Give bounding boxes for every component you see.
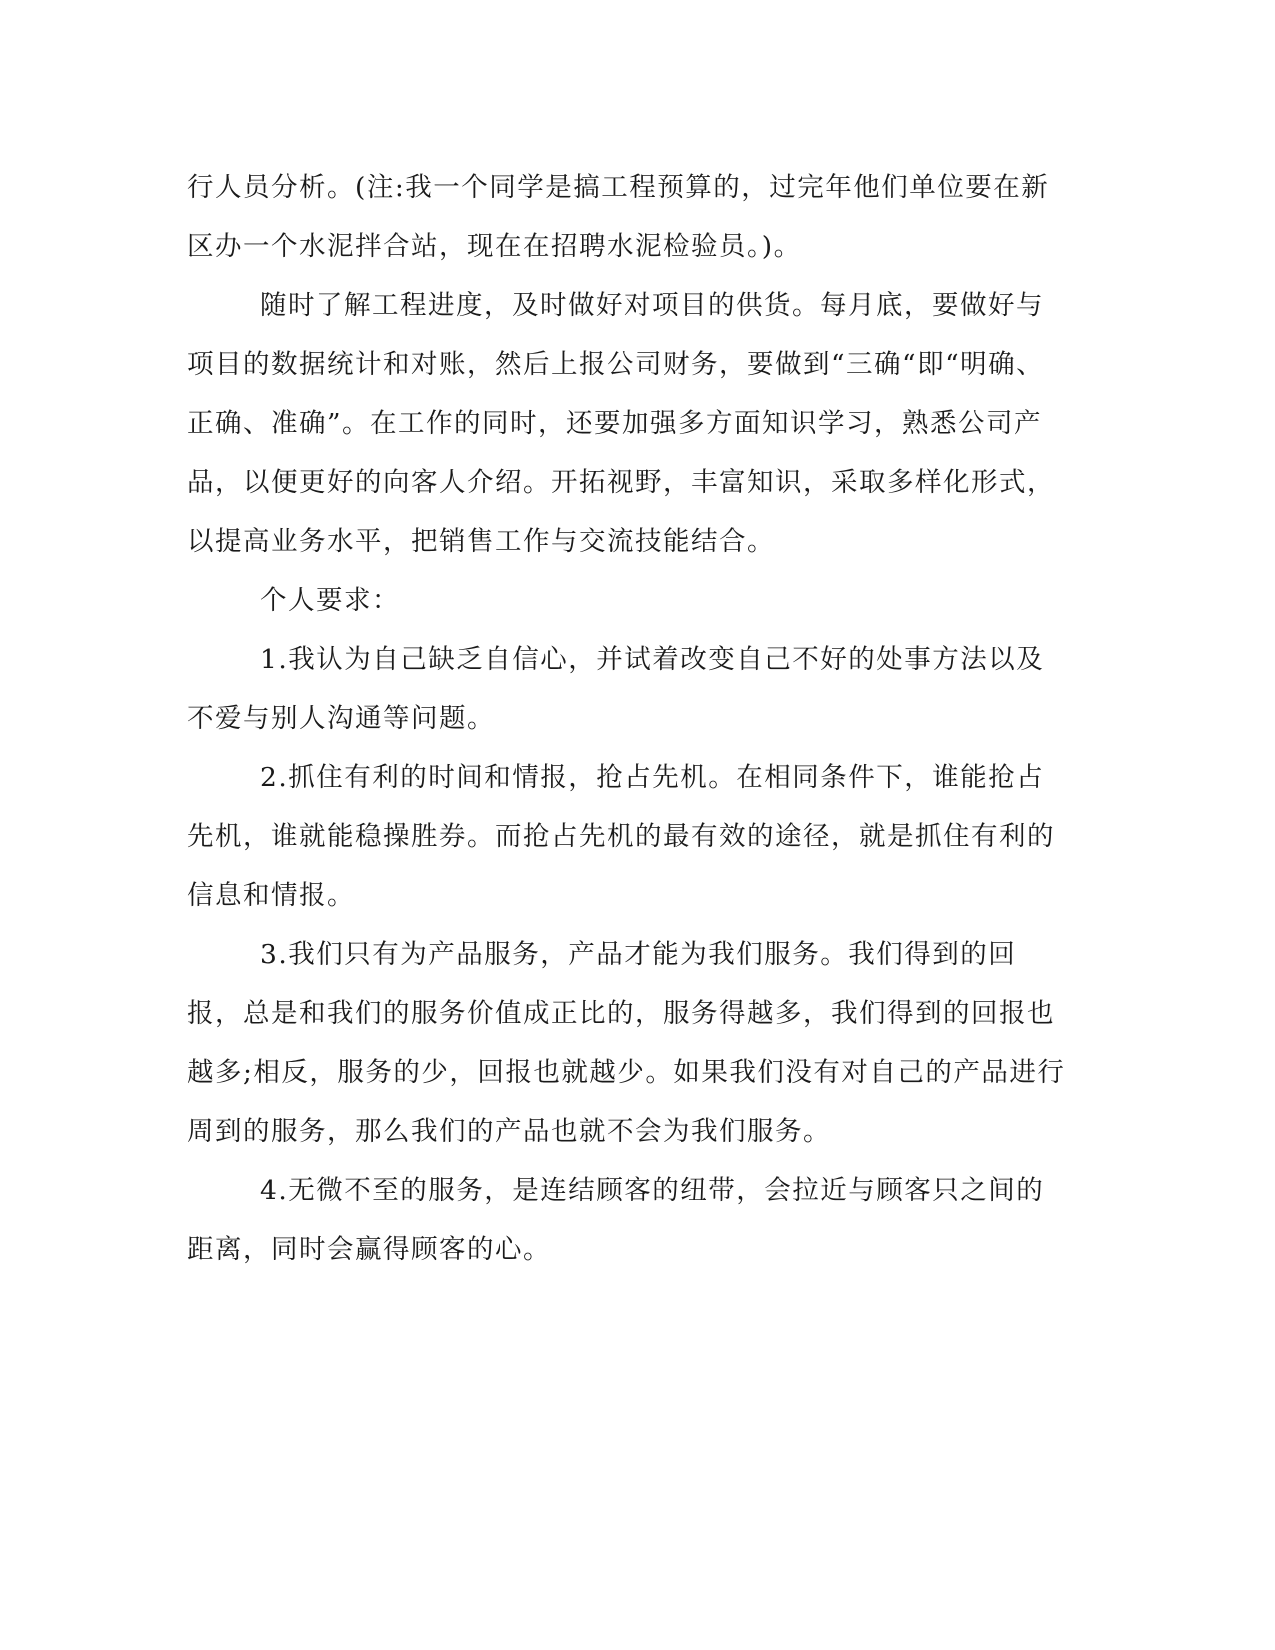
list-item-2: 2.抓住有利的时间和情报，抢占先机。在相同条件下，谁能抢占先机，谁就能稳操胜券。而抢占先机的最有效的途径，就是抓住有利的信息和情报。 [187,762,1055,911]
paragraph-work-plan: 随时了解工程进度，及时做好对项目的供货。每月底，要做好与项目的数据统计和对账，然后上报公司财务，要做到“三确“即“明确、正确、准确”。在工作的同时，还要加强多方面知识学习，熟悉公司产品，以便更好的向客人介绍。开拓视野，丰富知识，采取多样化形式，以提高业务水平，把销售工作与交流技能结合。 [187,290,1055,557]
list-item-4: 4.无微不至的服务，是连结顾客的纽带，会拉近与顾客只之间的距离，同时会赢得顾客的心。 [187,1175,1045,1265]
document-body [187,158,1067,1279]
paragraph-continuation: 行人员分析。(注:我一个同学是搞工程预算的，过完年他们单位要在新区办一个水泥拌合站，现在在招聘水泥检验员。)。 [187,172,1050,262]
list-item-3: 3.我们只有为产品服务，产品才能为我们服务。我们得到的回报，总是和我们的服务价值成正比的，服务得越多，我们得到的回报也越多;相反，服务的少，回报也就越少。如果我们没有对自己的产品进行周到的服务，那么我们的产品也就不会为我们服务。 [187,939,1066,1147]
section-heading-personal-requirements: 个人要求： [260,585,400,616]
list-item-1: 1.我认为自己缺乏自信心，并试着改变自己不好的处事方法以及不爱与别人沟通等问题。 [187,644,1045,734]
